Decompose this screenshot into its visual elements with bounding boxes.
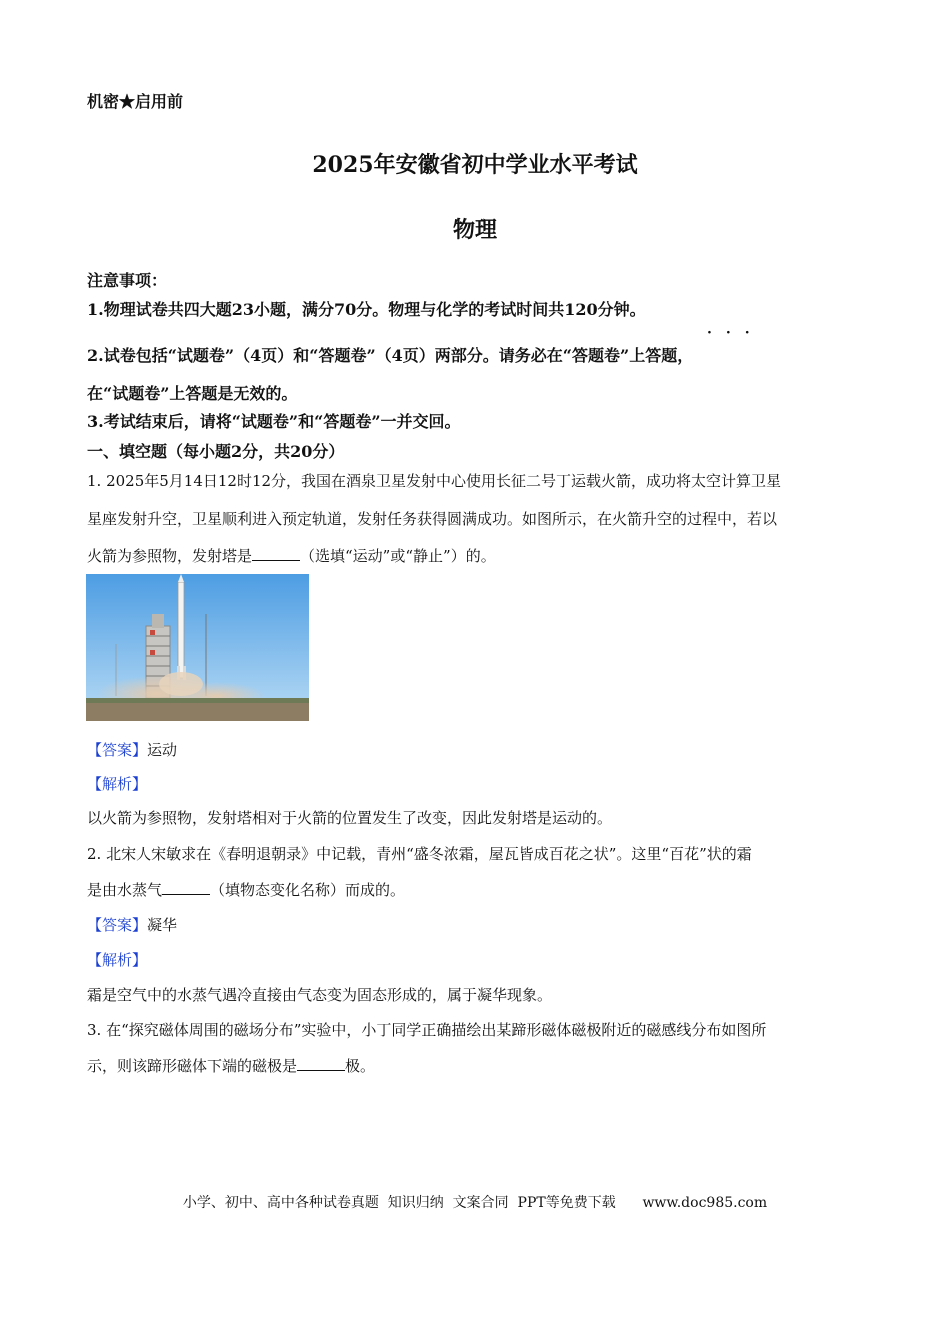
- exam-title: 2025年安徽省初中学业水平考试: [312, 152, 638, 178]
- q3-line-2-before: 示，则该蹄形磁体下端的磁极是: [87, 1057, 298, 1075]
- q2-line-2: [87, 879, 405, 900]
- q1-line-2: 星座发射升空，卫星顺利进入预定轨道，发射任务获得圆满成功。如图所示，在火箭升空的过程中，若以: [87, 510, 778, 528]
- q1-answer-text: 运动: [147, 741, 178, 759]
- q3-line-1: 3. 在“探究磁体周围的磁场分布”实验中，小丁同学正确描绘出某蹄形磁体磁极附近的磁感线分布如图所: [87, 1021, 767, 1039]
- notes-item-2-line-1: 2.试卷包括“试题卷”（4页）和“答题卷”（4页）两部分。请务必在“答题卷”上答题，: [87, 346, 694, 365]
- q3-line-2: [87, 1055, 375, 1076]
- q1-analysis-text: 以火箭为参照物，发射塔相对于火箭的位置发生了改变，因此发射塔是运动的。: [87, 809, 613, 827]
- q2-line-2-after: （填物态变化名称）而成的。: [210, 881, 406, 899]
- q1-line-1: 1. 2025年5月14日12时12分，我国在酒泉卫星发射中心使用长征二号丁运载火箭，成功将太空计算卫星: [87, 472, 782, 490]
- q1-answer: [87, 739, 177, 760]
- confidential-label: 机密★启用前: [87, 92, 184, 111]
- q2-answer-tag: 【答案】: [87, 916, 148, 934]
- q1-line-3: [87, 545, 496, 566]
- q1-answer-tag: 【答案】: [87, 741, 148, 759]
- q2-line-2-before: 是由水蒸气: [87, 881, 163, 899]
- q2-answer-text: 凝华: [147, 916, 178, 934]
- section-1-heading: 一、填空题（每小题2分，共20分）: [87, 442, 345, 461]
- rocket-launch-photo: [86, 574, 309, 721]
- q2-line-1: 2. 北宋人宋敏求在《春明退朝录》中记载，青州“盛冬浓霜，屋瓦皆成百花之状”。这里“百花”状的霜: [87, 845, 752, 863]
- notes-item-1: 1.物理试卷共四大题23小题，满分70分。物理与化学的考试时间共120分钟。: [87, 300, 646, 319]
- subject-title: 物理: [452, 217, 497, 243]
- q3-line-2-after: 极。: [345, 1057, 376, 1075]
- q2-analysis-text: 霜是空气中的水蒸气遇冷直接由气态变为固态形成的，属于凝华现象。: [87, 986, 553, 1004]
- page-footer: 小学、初中、高中各种试卷真题 知识归纳 文案合同 PPT等免费下载 www.doc985.com: [182, 1195, 768, 1211]
- q1-line-3-before: 火箭为参照物，发射塔是: [87, 547, 253, 565]
- q2-answer-blank: [162, 880, 210, 895]
- notes-item-2-line-2: 在“试题卷”上答题是无效的。: [87, 384, 298, 403]
- emphasis-dots: ···: [707, 325, 764, 341]
- notes-item-3: 3.考试结束后，请将“试题卷”和“答题卷”一并交回。: [87, 412, 461, 431]
- q2-answer: [87, 914, 177, 935]
- q1-analysis-tag: 【解析】: [87, 775, 148, 793]
- q3-answer-blank: [297, 1056, 345, 1071]
- q1-answer-blank: [252, 546, 300, 561]
- q2-analysis-tag: 【解析】: [87, 951, 148, 969]
- q1-line-3-after: （选填“运动”或“静止”）的。: [300, 547, 496, 565]
- notes-heading: 注意事项：: [87, 271, 168, 290]
